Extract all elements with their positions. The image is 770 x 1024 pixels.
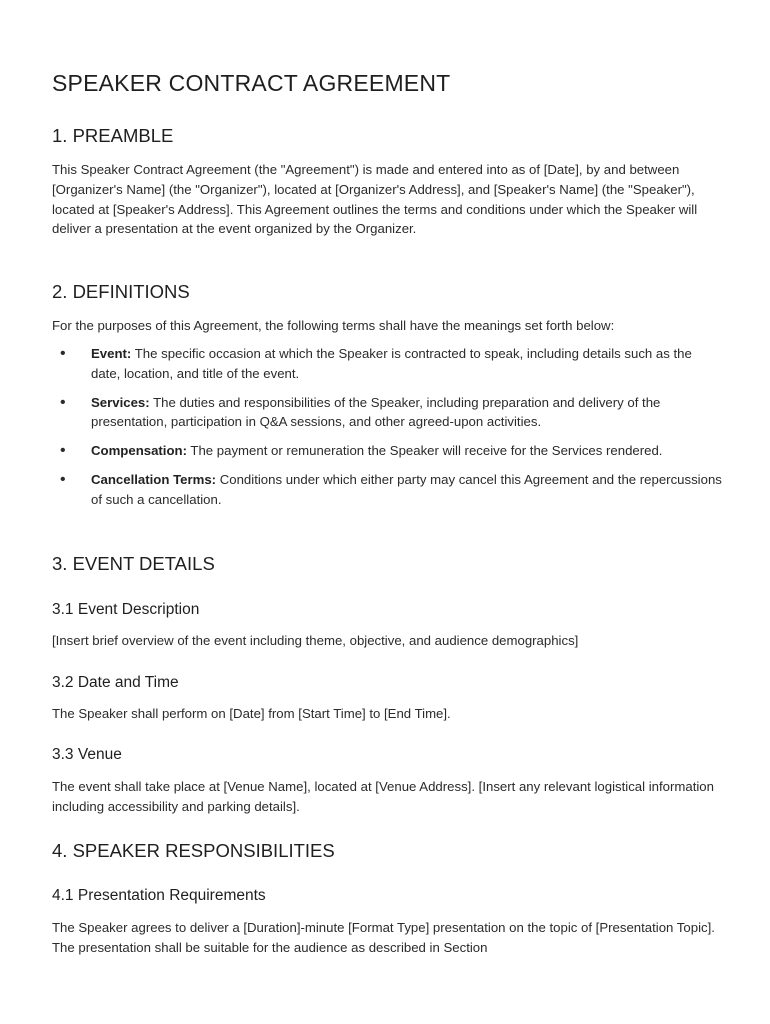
document-title: SPEAKER CONTRACT AGREEMENT: [52, 70, 451, 96]
section-heading-event-details: 3. EVENT DETAILS: [52, 553, 215, 574]
bullet-icon: •: [60, 393, 66, 411]
bullet-icon: •: [60, 442, 66, 460]
bullet-icon: •: [60, 345, 66, 362]
section-heading-preamble: 1. PREAMBLE: [52, 125, 174, 146]
bullet-icon: •: [60, 470, 66, 488]
subsection-heading-venue: 3.3 Venue: [52, 746, 122, 763]
definition-text: The specific occasion at which the Speaker is contracted to speak, including details such as the date, location, and title of the event.: [91, 346, 692, 381]
definition-item-cancellation: [52, 470, 722, 510]
definition-item-services: [52, 393, 722, 433]
definition-text: Conditions under which either party may cancel this Agreement and the repercussions of such a cancellation.: [91, 471, 722, 507]
date-time-paragraph: The Speaker shall perform on [Date] from [Start Time] to [End Time].: [52, 706, 451, 721]
subsection-heading-date-time: 3.2 Date and Time: [52, 674, 179, 691]
venue-paragraph: The event shall take place at [Venue Name], located at [Venue Address]. [Insert any relevant logistical information including accessibility and parking details].: [52, 779, 714, 814]
presentation-paragraph: The Speaker agrees to deliver a [Duration]-minute [Format Type] presentation on the topic of [Presentation Topic]. The presentation shall be suitable for the audience as described in Section: [52, 920, 715, 955]
definitions-list: [52, 344, 722, 519]
definition-term: Services:: [91, 394, 150, 410]
definition-text: The payment or remuneration the Speaker will receive for the Services rendered.: [186, 443, 663, 459]
section-heading-responsibilities: 4. SPEAKER RESPONSIBILITIES: [52, 840, 335, 861]
definition-term: Compensation:: [91, 443, 187, 459]
definition-item-event: [52, 344, 722, 384]
subsection-heading-presentation: 4.1 Presentation Requirements: [52, 887, 266, 904]
event-description-paragraph: [Insert brief overview of the event including theme, objective, and audience demographics]: [52, 633, 579, 648]
definition-term: Event:: [91, 346, 132, 361]
definition-text: The duties and responsibilities of the Speaker, including preparation and delivery of the presentation, participation in Q&A sessions, and other agreed-upon activities.: [91, 394, 661, 430]
definition-item-compensation: [52, 441, 722, 461]
definitions-intro: For the purposes of this Agreement, the following terms shall have the meanings set forth below:: [52, 318, 615, 333]
subsection-heading-event-description: 3.1 Event Description: [52, 601, 200, 618]
definition-term: Cancellation Terms:: [91, 471, 217, 487]
preamble-paragraph: This Speaker Contract Agreement (the "Agreement") is made and entered into as of [Date], by and between [Organizer's Name] (the "Organizer"), located at [Organizer's Address], and [Speaker's Name] (the "Speaker"), located at [Speaker's Address]. This Agreement outlines the terms and conditions under which the Speaker will deliver a presentation at the event organized by the Organizer.: [52, 162, 698, 237]
section-heading-definitions: 2. DEFINITIONS: [52, 281, 190, 302]
